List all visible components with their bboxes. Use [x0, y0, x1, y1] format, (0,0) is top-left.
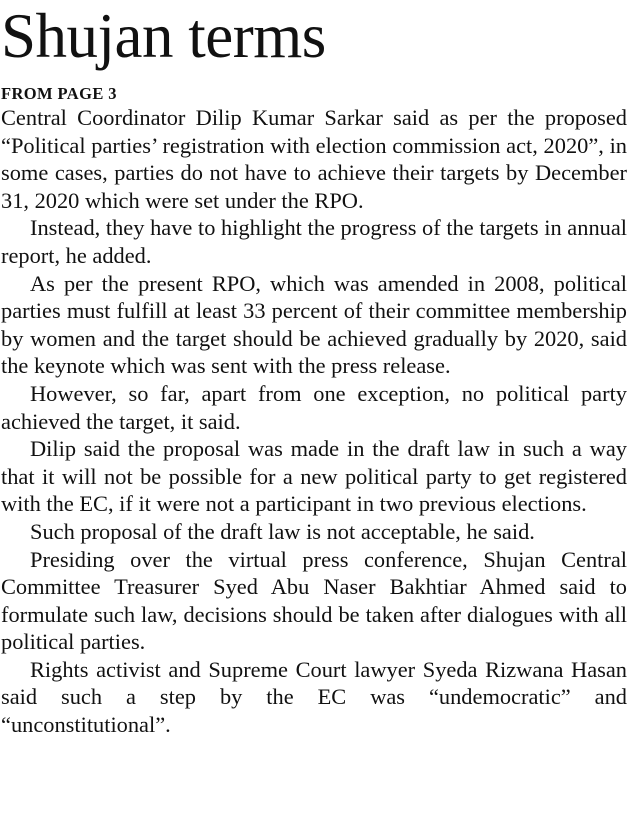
paragraph: As per the present RPO, which was amended in 2008, political parties must fulfill at least 33 percent of their committee membership by women and the target should be achieved gradually by 2020, said the keynote which was sent with the press release. — [1, 270, 627, 379]
headline: Shujan terms — [1, 1, 326, 71]
article — [1, 0, 627, 739]
paragraph: Rights activist and Supreme Court lawyer Syeda Rizwana Hasan said such a step by the EC was “undemocratic” and “unconstitutional”. — [1, 656, 627, 738]
paragraph: Dilip said the proposal was made in the draft law in such a way that it will not be possible for a new political party to get registered with the EC, if it were not a participant in two previous elections. — [1, 436, 627, 517]
paragraph: Presiding over the virtual press conference, Shujan Central Committee Treasurer Syed Abu Naser Bakhtiar Ahmed said to formulate such law, decisions should be taken after dialogues with all political parties. — [1, 546, 627, 655]
article-body — [1, 104, 627, 739]
paragraph: Such proposal of the draft law is not acceptable, he said. — [30, 518, 535, 544]
jump-line: FROM PAGE 3 — [1, 84, 117, 103]
paragraph: However, so far, apart from one exception, no political party achieved the target, it said. — [1, 380, 627, 434]
paragraph: Central Coordinator Dilip Kumar Sarkar said as per the proposed “Political parties’ registration with election commission act, 2020”, in some cases, parties do not have to achieve their targets by December 31, 2020 which were set under the RPO. — [1, 105, 627, 213]
paragraph: Instead, they have to highlight the progress of the targets in annual report, he added. — [1, 215, 627, 268]
